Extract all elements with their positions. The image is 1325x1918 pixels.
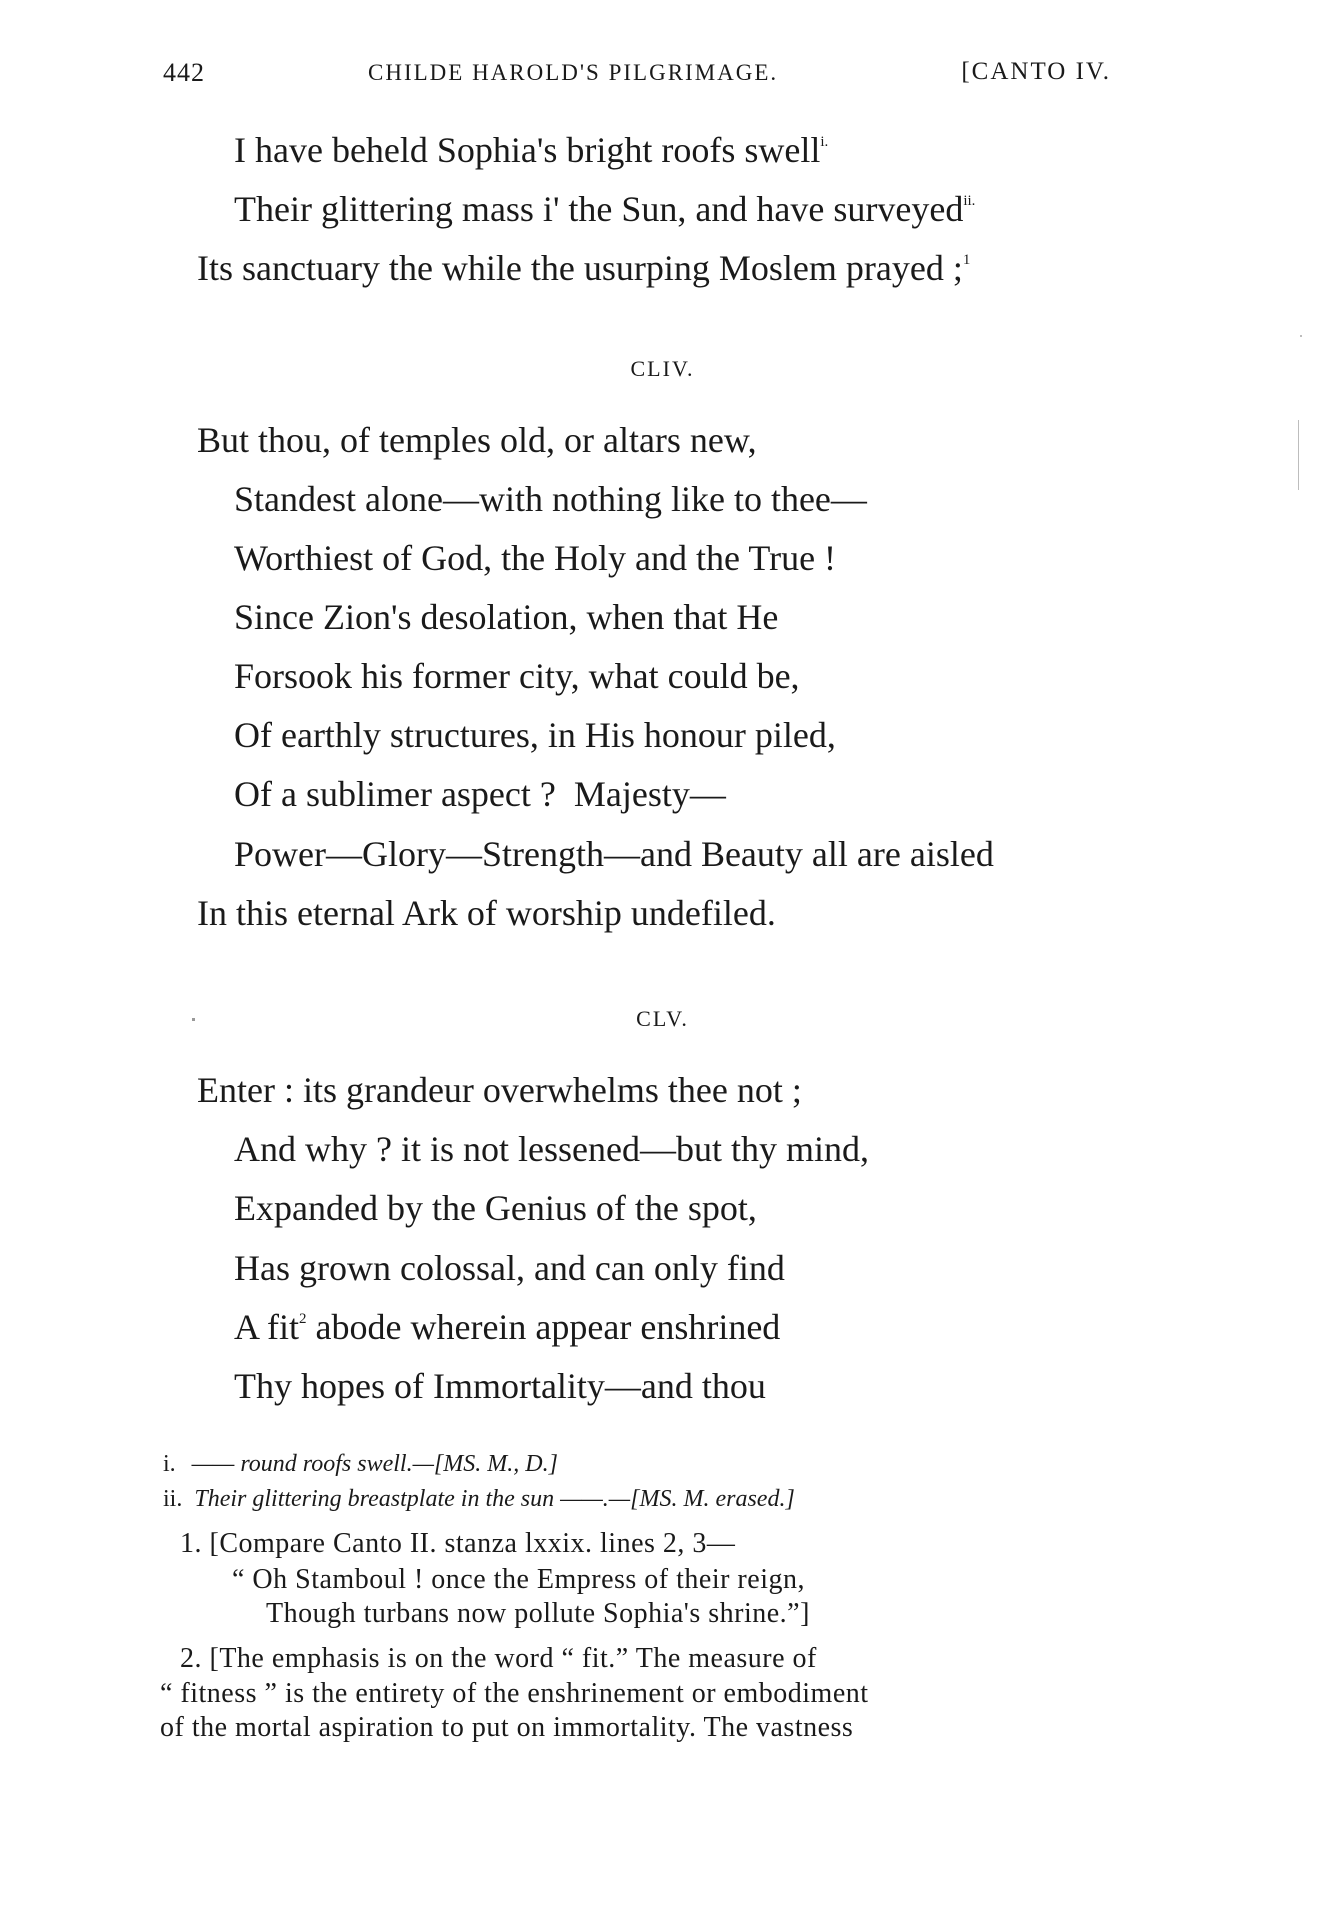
poem-line: Expanded by the Genius of the spot, xyxy=(234,1188,757,1228)
poem-line: I have beheld Sophia's bright roofs swell$^{i.}$ xyxy=(234,130,829,170)
footnote-2: of the mortal aspiration to put on immortality. The vastness xyxy=(160,1712,854,1743)
poem-line: Their glittering mass i' the Sun, and have surveyed$^{ii.}$ xyxy=(234,189,976,229)
footnote-2: “ fitness ” is the entirety of the enshrinement or embodiment xyxy=(160,1678,869,1709)
footnote-2: 2. [The emphasis is on the word “ fit.” The measure of xyxy=(180,1643,817,1674)
poem-line: Of earthly structures, in His honour piled, xyxy=(234,715,836,755)
poem-line: Of a sublimer aspect ? Majesty— xyxy=(234,774,726,814)
poem-line: Since Zion's desolation, when that He xyxy=(234,597,779,637)
poem-line: Thy hopes of Immortality—and thou xyxy=(234,1366,766,1406)
poem-line: In this eternal Ark of worship undefiled. xyxy=(197,893,776,933)
footnote-marker: 2 xyxy=(299,1311,307,1327)
poem-line: Forsook his former city, what could be, xyxy=(234,656,800,696)
footnote-1-quote: “ Oh Stamboul ! once the Empress of their reign, xyxy=(232,1564,805,1595)
poem-line: Enter : its grandeur overwhelms thee not ; xyxy=(197,1070,802,1110)
running-header xyxy=(163,58,1123,98)
variant-note-ii: ii. Their glittering breastplate in the sun ——.—[MS. M. erased.] xyxy=(163,1486,795,1512)
scan-artifact xyxy=(1298,420,1299,490)
stanza-number: CLIV. xyxy=(630,356,695,381)
stanza-number: CLV. xyxy=(636,1006,689,1031)
variant-marker: ii. xyxy=(963,193,976,209)
footnote-1-quote: Though turbans now pollute Sophia's shrine.”] xyxy=(266,1598,810,1629)
poem-line: But thou, of temples old, or altars new, xyxy=(197,420,757,460)
scan-artifact xyxy=(192,1018,195,1021)
canto-label: [CANTO IV. xyxy=(961,58,1111,85)
poem-line: Has grown colossal, and can only find xyxy=(234,1248,785,1288)
footnote-marker: 1 xyxy=(962,252,971,268)
poem-line: And why ? it is not lessened—but thy mind, xyxy=(234,1129,869,1169)
running-title: CHILDE HAROLD'S PILGRIMAGE. xyxy=(368,60,779,85)
footnote-1: 1. [Compare Canto II. stanza lxxix. lines 2, 3— xyxy=(180,1528,736,1559)
poem-line: Worthiest of God, the Holy and the True ! xyxy=(234,538,837,578)
poem-line: Its sanctuary the while the usurping Moslem prayed ;$^1$ xyxy=(197,248,971,288)
poem-line: Standest alone—with nothing like to thee— xyxy=(234,479,867,519)
scan-artifact xyxy=(1300,335,1302,337)
poem-line: Power—Glory—Strength—and Beauty all are aisled xyxy=(234,834,994,874)
variant-marker: i. xyxy=(820,134,829,150)
variant-note-i: i. —— round roofs swell.—[MS. M., D.] xyxy=(163,1451,558,1477)
poem-line: A fit$^2$ abode wherein appear enshrined xyxy=(234,1307,781,1347)
page-number: 442 xyxy=(163,58,205,87)
